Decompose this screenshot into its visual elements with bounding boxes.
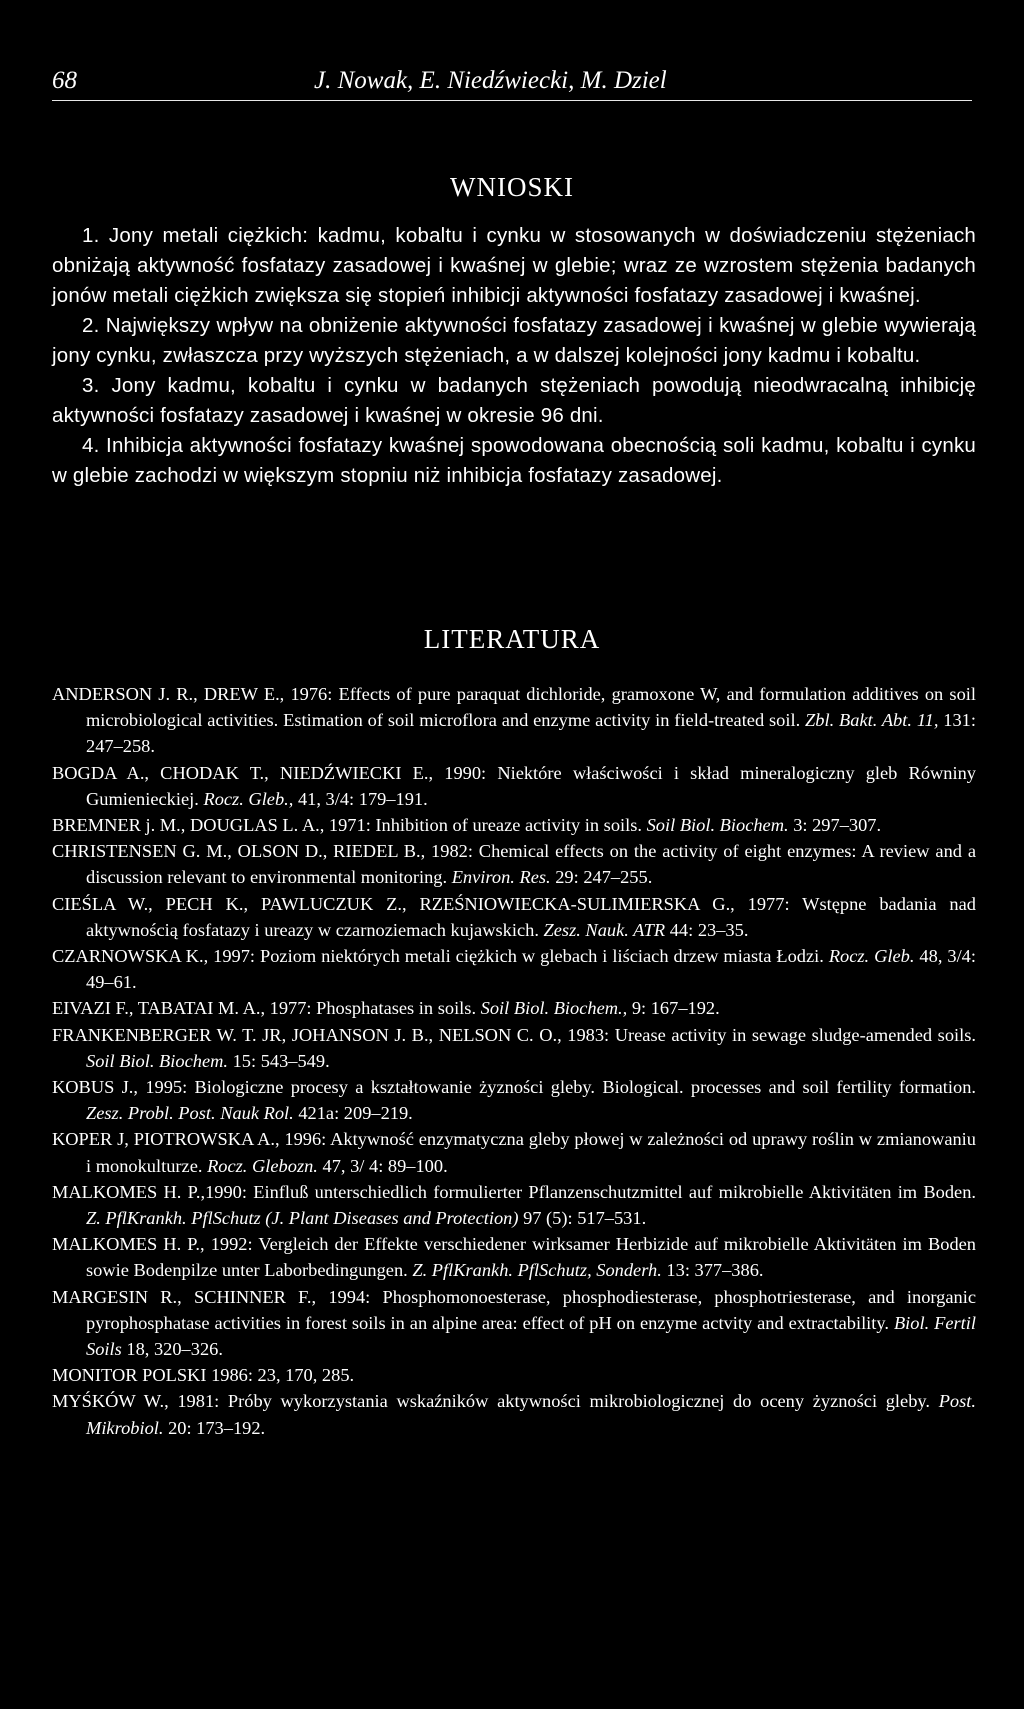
reference-journal: Zesz. Nauk. ATR: [543, 919, 666, 940]
reference-authors: MALKOMES H. P.,: [52, 1181, 206, 1202]
reference-authors: EIVAZI F., TABATAI M. A.,: [52, 998, 266, 1019]
reference-journal: Z. PflKrankh. PflSchutz, Sonderh.: [412, 1260, 662, 1281]
reference-journal: Rocz. Gleb.: [828, 946, 915, 967]
reference-authors: CHRISTENSEN G. M., OLSON D., RIEDEL B.,: [52, 841, 426, 862]
reference-volume-pages: 41, 3/4: 179–191.: [293, 788, 428, 809]
reference-journal: Environ. Res.: [451, 867, 551, 888]
reference-text: 1996: Aktywność enzymatyczna gleby płowej w zależności od uprawy roślin w zmianowaniu i monokulturze.: [86, 1129, 976, 1176]
reference-authors: CZARNOWSKA K.,: [52, 946, 209, 967]
reference-authors: BREMNER j. M., DOUGLAS L. A.,: [52, 815, 325, 836]
reference-item: [52, 1022, 976, 1074]
conclusions-heading: WNIOSKI: [450, 172, 574, 202]
reference-item: [52, 1388, 976, 1440]
reference-journal: Post. Mikrobiol.: [86, 1391, 976, 1438]
reference-volume-pages: 44: 23–35.: [665, 919, 749, 940]
page-number: 68: [52, 67, 77, 94]
reference-text: 1997: Poziom niektórych metali ciężkich w glebach i liściach drzew miasta Łodzi.: [208, 946, 829, 967]
reference-text: 1992: Vergleich der Effekte verschiedener wirksamer Herbizide auf mikrobielle Aktivitäten im Boden sowie Bodenpilze unter Laborbedingungen.: [86, 1234, 976, 1281]
reference-volume-pages: 131: 247–258.: [86, 710, 976, 757]
reference-text: 1982: Chemical effects on the activity of eight enzymes: A review and a discussion relevant to environmental monitoring.: [86, 841, 976, 888]
reference-list: [52, 681, 976, 1441]
reference-text: 1994: Phosphomonoesterase, phosphodiesterase, phosphotriesterase, and inorganic pyrophosphatase activities in forest soils in an alpine area: effect of pH on enzyme actvity and extractability.: [86, 1286, 977, 1333]
reference-item: [52, 1362, 976, 1388]
reference-volume-pages: 97 (5): 517–531.: [518, 1208, 647, 1229]
reference-journal: Biol. Fertil Soils: [86, 1312, 976, 1360]
reference-volume-pages: 13: 377–386.: [661, 1260, 764, 1281]
conclusions-section: [52, 221, 976, 491]
reference-authors: MARGESIN R., SCHINNER F.,: [52, 1286, 317, 1307]
reference-volume-pages: 29: 247–255.: [550, 867, 653, 888]
reference-volume-pages: 421a: 209–219.: [293, 1103, 413, 1124]
reference-journal: Soil Biol. Biochem.,: [480, 998, 628, 1019]
reference-authors: ANDERSON J. R., DREW E.,: [52, 684, 285, 704]
reference-item: [52, 760, 976, 812]
reference-volume-pages: 18, 320–326.: [121, 1339, 223, 1360]
reference-journal: Zbl. Bakt. Abt. 11,: [805, 710, 939, 731]
reference-volume-pages: 15: 543–549.: [228, 1050, 330, 1071]
reference-journal: Zesz. Probl. Post. Nauk Rol.: [86, 1103, 294, 1124]
reference-item: [52, 891, 976, 943]
reference-text: 1986: 23, 170, 285.: [206, 1365, 355, 1386]
running-header-authors: J. Nowak, E. Niedźwiecki, M. Dziel: [314, 67, 667, 94]
reference-item: [52, 1284, 976, 1363]
reference-text: 1995: Biologiczne procesy a kształtowanie żyzności gleby. Biological. processes and soil fertility formation.: [138, 1077, 976, 1098]
reference-item: [52, 995, 976, 1021]
reference-text: 1977: Wstępne badania nad aktywnością fosfatazy i ureazy w czarnoziemach kujawskich.: [86, 893, 976, 940]
reference-volume-pages: 47, 3/ 4: 89–100.: [317, 1155, 448, 1176]
reference-volume-pages: 3: 297–307.: [788, 815, 882, 836]
reference-volume-pages: 9: 167–192.: [627, 998, 720, 1019]
reference-authors: MONITOR POLSKI: [52, 1365, 207, 1386]
reference-volume-pages: 20: 173–192.: [163, 1417, 266, 1438]
conclusion-item: 3. Jony kadmu, kobaltu i cynku w badanych stężeniach powodują nieodwracalną inhibicję aktywności fosfatazy zasadowej i kwaśnej w okresie 96 dni.: [52, 374, 976, 427]
reference-journal: Rocz. Glebozn.: [207, 1155, 318, 1176]
reference-authors: KOBUS J.,: [52, 1077, 139, 1098]
reference-journal: Z. PflKrankh. PflSchutz (J. Plant Diseases and Protection): [86, 1208, 519, 1229]
reference-item: [52, 1231, 976, 1283]
reference-item: [52, 1179, 976, 1231]
reference-authors: FRANKENBERGER W. T. JR, JOHANSON J. B., NELSON C. O.,: [52, 1024, 562, 1045]
reference-text: 1983: Urease activity in sewage sludge-amended soils.: [561, 1024, 976, 1045]
reference-journal: Soil Biol. Biochem.: [646, 815, 789, 836]
reference-authors: MALKOMES H. P.,: [52, 1234, 205, 1255]
reference-item: [52, 812, 976, 838]
reference-authors: CIEŚLA W., PECH K., PAWLUCZUK Z., RZEŚNIOWIECKA-SULIMIERSKA G.,: [52, 893, 735, 914]
reference-text: 1990: Niektóre właściwości i skład mineralogiczny gleb Równiny Gumienieckiej.: [86, 762, 976, 809]
reference-item: [52, 1074, 976, 1126]
conclusion-item: 2. Największy wpływ na obniżenie aktywności fosfatazy zasadowej i kwaśnej w glebie wywierają jony cynku, zwłaszcza przy wyższych stężeniach, a w dalszej kolejności jony kadmu i kobaltu.: [52, 314, 976, 367]
reference-text: 1990: Einfluß unterschiedlich formulierter Pflanzenschutzmittel auf mikrobielle Aktivitäten im Boden.: [205, 1181, 977, 1202]
conclusion-item: 4. Inhibicja aktywności fosfatazy kwaśnej spowodowana obecnością soli kadmu, kobaltu i cynku w glebie zachodzi w większym stopniu niż inhibicja fosfatazy zasadowej.: [52, 434, 976, 487]
reference-item: [52, 943, 976, 995]
reference-item: [52, 838, 976, 890]
reference-text: 1977: Phosphatases in soils.: [265, 998, 481, 1019]
running-header: [52, 64, 972, 101]
reference-text: 1981: Próby wykorzystania wskaźników aktywności mikrobiologicznej do oceny żyzności gleby.: [168, 1391, 939, 1412]
reference-authors: BOGDA A., CHODAK T., NIEDŹWIECKI E.,: [52, 762, 434, 783]
conclusion-item: 1. Jony metali ciężkich: kadmu, kobaltu i cynku w stosowanych w doświadczeniu stężeniach obniżają aktywność fosfatazy zasadowej i kwaśnej w glebie; wraz ze wzrostem stężenia badanych jonów metali ciężkich zwiększa się stopień inhibicji aktywności fosfatazy zasadowej i kwaśnej.: [52, 224, 976, 307]
reference-text: 1976: Effects of pure paraquat dichloride, gramoxone W, and formulation additives on soil microbiological activities. Estimation of soil microflora and enzyme activity in field-treated soil.: [86, 684, 976, 731]
reference-volume-pages: 48, 3/4: 49–61.: [86, 946, 976, 993]
reference-authors: KOPER J, PIOTROWSKA A.,: [52, 1129, 280, 1150]
reference-journal: Rocz. Gleb.,: [203, 788, 294, 809]
reference-item: [52, 681, 976, 760]
reference-text: 1971: Inhibition of ureaze activity in soils.: [324, 815, 647, 836]
reference-item: [52, 1126, 976, 1178]
reference-authors: MYŚKÓW W.,: [52, 1391, 169, 1412]
reference-journal: Soil Biol. Biochem.: [86, 1050, 228, 1071]
literature-heading: LITERATURA: [423, 624, 601, 654]
